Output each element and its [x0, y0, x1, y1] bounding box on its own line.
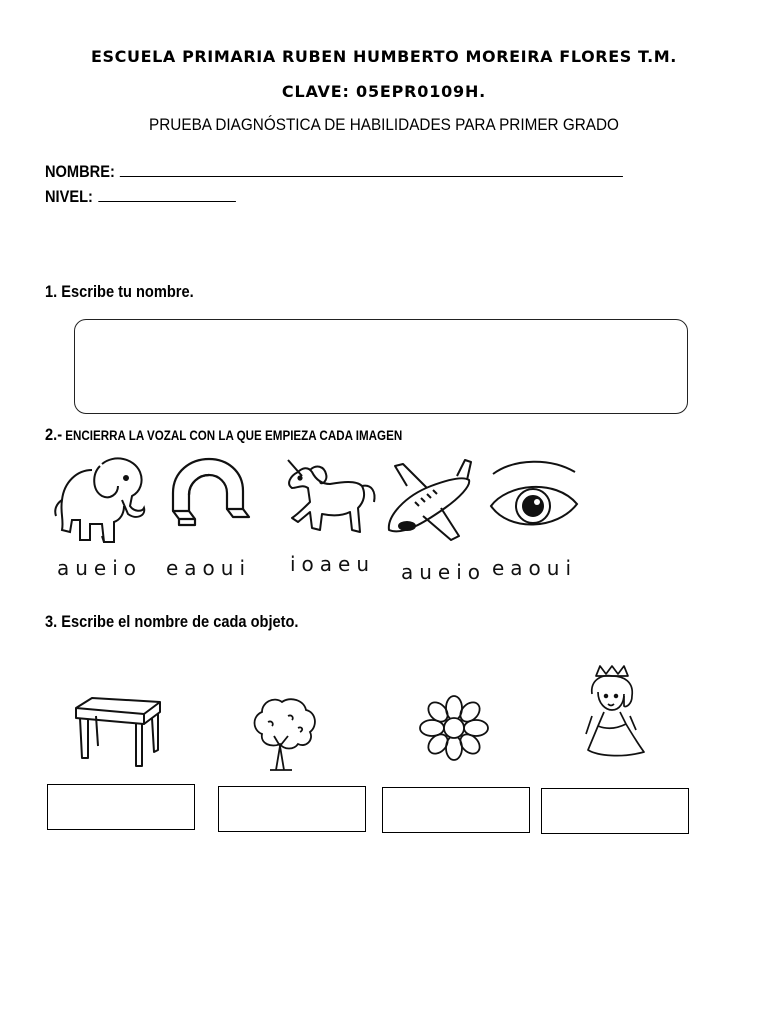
flower-icon — [418, 694, 490, 762]
test-title: PRUEBA DIAGNÓSTICA DE HABILIDADES PARA PRIMER GRADO — [149, 115, 619, 134]
nombre-label: NOMBRE: — [45, 162, 115, 181]
answer-box-princess[interactable] — [541, 788, 689, 834]
table-icon — [72, 696, 164, 768]
name-writing-box[interactable] — [74, 319, 688, 414]
school-code: CLAVE: 05EPR0109H. — [281, 82, 487, 101]
vowels-eye[interactable]: eaoui — [492, 556, 578, 580]
tree-icon — [248, 694, 320, 774]
princess-icon — [578, 664, 652, 762]
school-name: ESCUELA PRIMARIA RUBEN HUMBERTO MOREIRA FLORES T.M. — [91, 47, 677, 66]
nombre-field — [45, 162, 623, 182]
vowels-unicorn[interactable]: ioaeu — [290, 552, 376, 576]
vowels-elephant[interactable]: aueio — [57, 556, 143, 580]
answer-box-tree[interactable] — [218, 786, 366, 832]
nivel-label: NIVEL: — [45, 187, 93, 206]
nombre-blank[interactable] — [120, 162, 623, 177]
unicorn-icon — [280, 458, 378, 543]
question-2-text: ENCIERRA LA VOZAL CON LA QUE EMPIEZA CADA IMAGEN — [62, 428, 403, 443]
question-1-label: 1. Escribe tu nombre. — [45, 282, 194, 301]
nivel-field — [45, 187, 236, 207]
magnet-icon — [165, 453, 250, 533]
answer-box-flower[interactable] — [382, 787, 530, 833]
elephant-icon — [52, 450, 152, 550]
answer-box-table[interactable] — [47, 784, 195, 830]
question-2-number: 2.- — [45, 425, 63, 444]
airplane-icon — [385, 456, 480, 546]
question-3-label: 3. Escribe el nombre de cada objeto. — [45, 612, 299, 631]
eye-icon — [487, 458, 579, 538]
vowels-magnet[interactable]: eaoui — [166, 556, 252, 580]
question-2-label — [45, 425, 402, 445]
nivel-blank[interactable] — [98, 187, 236, 202]
vowels-airplane[interactable]: aueio — [401, 560, 487, 584]
